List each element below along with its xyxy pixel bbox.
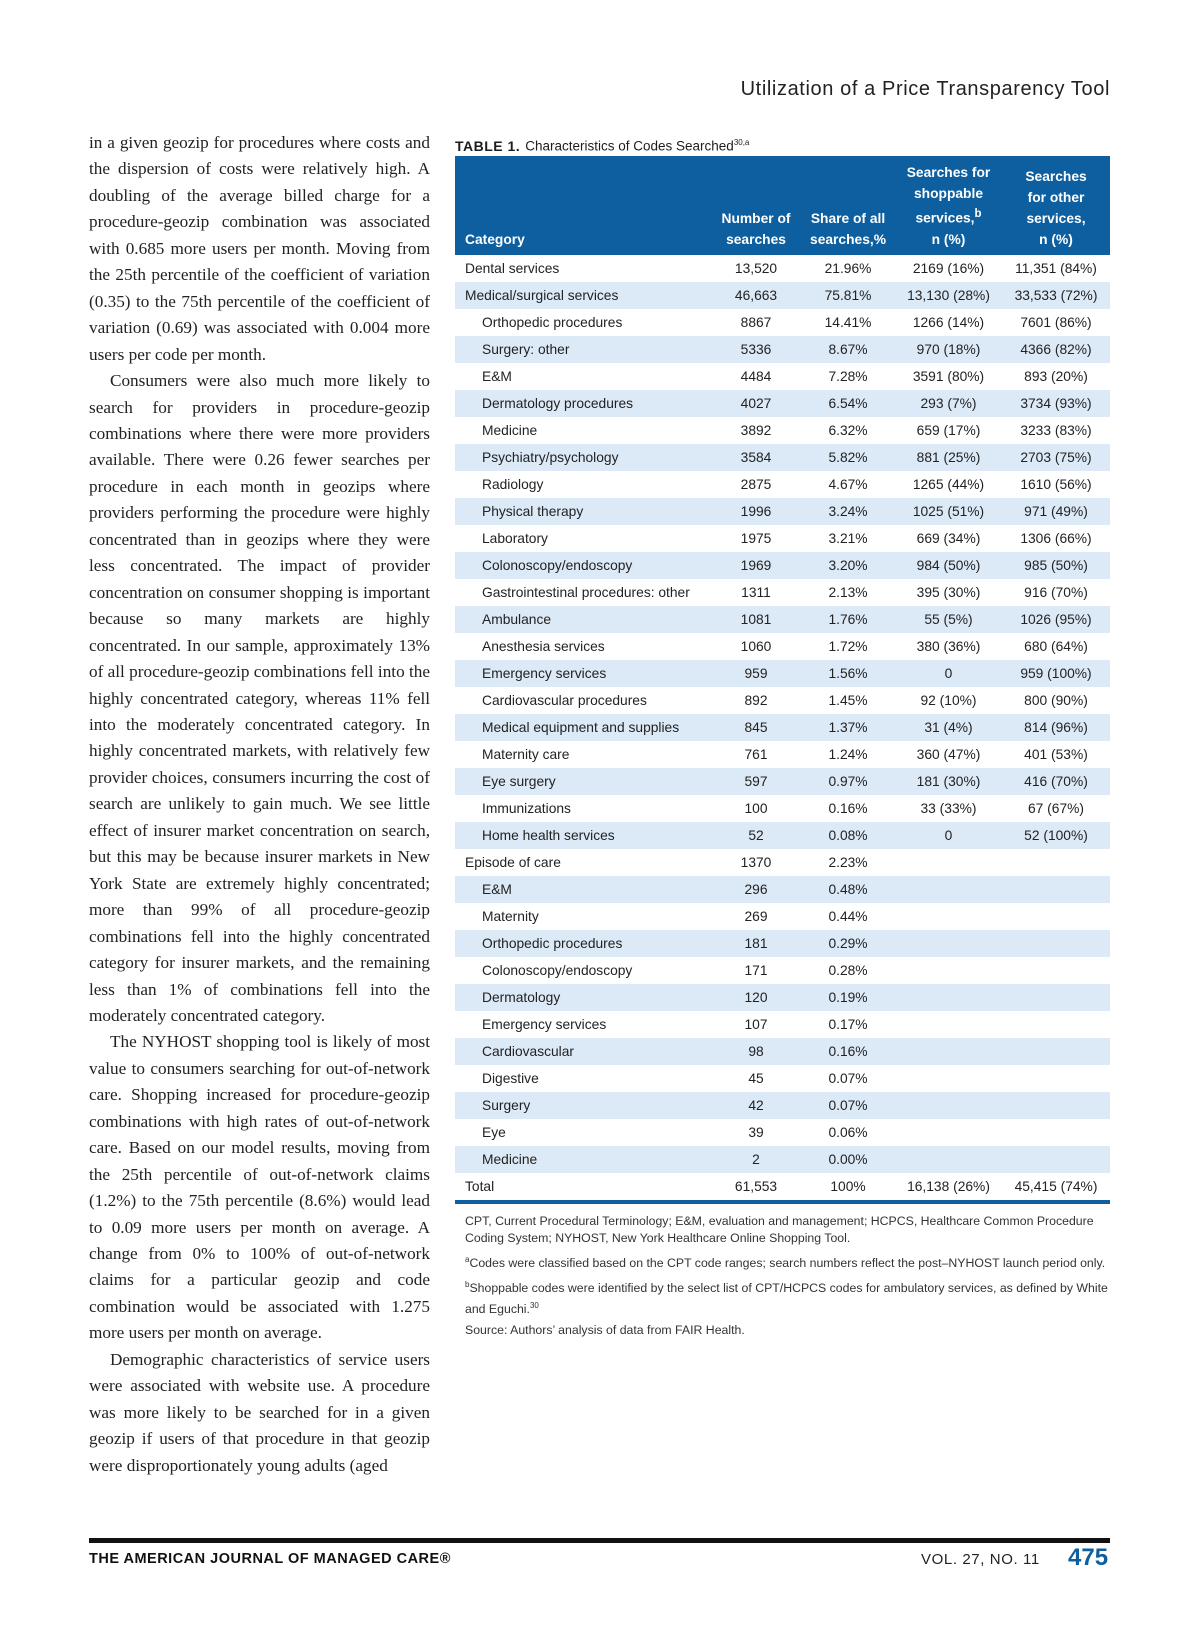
note-abbreviations: CPT, Current Procedural Terminology; E&M, evaluation and management; HCPCS, Healthcare Common Procedure Coding System; NYHOST, New York Healthcare Online Shopping Tool.: [465, 1213, 1094, 1245]
cell-other: 52 (100%): [1002, 822, 1110, 849]
cell-share: 0.07%: [801, 1092, 895, 1119]
cell-category: Cardiovascular: [455, 1038, 711, 1065]
cell-category: Dental services: [465, 260, 560, 276]
table-row: [455, 849, 1110, 876]
table-title-superscript: 30,a: [733, 138, 750, 147]
body-text-column: [89, 130, 430, 1479]
cell-share: 0.44%: [828, 908, 868, 924]
cell-number: 4484: [740, 368, 772, 384]
body-paragraph: The NYHOST shopping tool is likely of most value to consumers searching for out-of-network care. Shopping increased for procedure-geozip combinations with high rates of out-of-network care. Based on our model results, moving from the 25th percentile of out-of-network claims (1.2%) to the 75th percentile (8.6%) would lead to 0.09 more users per month on average. A change from 0% to 100% of out-of-network claims for a particular geozip and code combination would be associated with 1.275 more users per month on average.: [89, 1032, 430, 1343]
cell-share: 0.07%: [828, 1070, 868, 1086]
cell-number: 3892: [740, 422, 772, 438]
cell-other: 916 (70%): [1024, 584, 1088, 600]
cell-other: [1002, 1119, 1110, 1146]
cell-share: 6.54%: [801, 390, 895, 417]
cell-shoppable: 1266 (14%): [912, 314, 985, 330]
cell-other: 1610 (56%): [1020, 476, 1092, 492]
cell-share: 0.06%: [828, 1124, 868, 1140]
cell-category: Cardiovascular procedures: [482, 692, 647, 708]
cell-number: 107: [744, 1016, 768, 1032]
cell-other: 7601 (86%): [1020, 314, 1092, 330]
table-row: [455, 822, 1110, 849]
table-row: [455, 255, 1110, 282]
footer-rule: [89, 1538, 1110, 1543]
cell-category: Laboratory: [482, 530, 548, 546]
cell-other: [1002, 1011, 1110, 1038]
cell-number: 42: [711, 1092, 801, 1119]
table-row: [455, 579, 1110, 606]
cell-number: 1311: [741, 584, 771, 600]
cell-category: Immunizations: [482, 800, 571, 816]
cell-share: 0.97%: [801, 768, 895, 795]
table-row: [455, 390, 1110, 417]
cell-shoppable: [895, 984, 1002, 1011]
table-row: [455, 1119, 1110, 1146]
table-row: [455, 714, 1110, 741]
table-header: [455, 156, 1110, 255]
cell-other: [1002, 957, 1110, 984]
cell-category: Maternity: [482, 908, 539, 924]
cell-shoppable: 395 (30%): [916, 584, 981, 600]
cell-shoppable: 881 (25%): [895, 444, 1002, 471]
cell-share: 0.00%: [801, 1146, 895, 1173]
cell-shoppable: 0: [895, 660, 1002, 687]
body-paragraph: Demographic characteristics of service users were associated with website use. A procedure was more likely to be searched for in a given geozip if users of that procedure in that geozip were disproportionately young adults (aged: [89, 1349, 430, 1475]
cell-share: 0.48%: [801, 876, 895, 903]
cell-other: 814 (96%): [1002, 714, 1110, 741]
cell-number: 597: [711, 768, 801, 795]
cell-number: 845: [711, 714, 801, 741]
cell-shoppable: 92 (10%): [920, 692, 977, 708]
cell-share: 0.19%: [801, 984, 895, 1011]
cell-category: Medical/surgical services: [455, 282, 711, 309]
cell-number: 61,553: [711, 1173, 801, 1202]
cell-share: 4.67%: [828, 476, 868, 492]
cell-shoppable: [895, 1011, 1002, 1038]
cell-category: Physical therapy: [455, 498, 711, 525]
cell-number: 46,663: [711, 282, 801, 309]
cell-number: 45: [748, 1070, 764, 1086]
cell-category: Medicine: [455, 1146, 711, 1173]
cell-category: Medical equipment and supplies: [455, 714, 711, 741]
cell-category: Dermatology: [455, 984, 711, 1011]
cell-shoppable: 31 (4%): [895, 714, 1002, 741]
column-header-share: Share of all searches,%: [801, 156, 895, 255]
cell-share: 0.08%: [801, 822, 895, 849]
cell-other: 401 (53%): [1024, 746, 1088, 762]
table-row: [455, 741, 1110, 768]
cell-category: Gastrointestinal procedures: other: [482, 584, 690, 600]
body-paragraph: Consumers were also much more likely to search for providers in procedure-geozip combinations where there were more providers available. There were 0.26 fewer searches per procedure in each month in geozips where providers performing the procedure were highly concentrated than in geozips where they were less concentrated. The impact of provider concentration on consumer shopping is important because so many markets are highly concentrated. In our sample, approximately 13% of all procedure-geozip combinations fell into the highly concentrated category, whereas 11% fell into the moderately concentrated category. In highly concentrated markets, with relatively few provider choices, consumers incurring the cost of search are unlikely to gain much. We see little effect of insurer market concentration on search, but this may be because insurer markets in New York State are extremely highly concentrated; more than 99% of all procedure-geozip combinations fell into the highly concentrated category for insurer markets, and the remaining less than 1% of combinations fell into the moderately concentrated category.: [89, 371, 430, 1025]
cell-shoppable: 16,138 (26%): [895, 1173, 1002, 1202]
cell-share: 1.37%: [801, 714, 895, 741]
cell-other: 1306 (66%): [1020, 530, 1092, 546]
cell-other: [1002, 1092, 1110, 1119]
table-row: [455, 660, 1110, 687]
cell-category: Eye: [482, 1124, 506, 1140]
cell-other: 3233 (83%): [1020, 422, 1092, 438]
cell-share: 0.28%: [828, 962, 868, 978]
cell-shoppable: 984 (50%): [895, 552, 1002, 579]
cell-category: E&M: [455, 876, 711, 903]
cell-number: 39: [748, 1124, 764, 1140]
cell-share: 100%: [801, 1173, 895, 1202]
cell-other: 680 (64%): [1024, 638, 1088, 654]
cell-shoppable: [895, 957, 1002, 984]
table-row: [455, 687, 1110, 714]
cell-share: 3.24%: [801, 498, 895, 525]
cell-share: 1.76%: [801, 606, 895, 633]
cell-category: Radiology: [482, 476, 544, 492]
table-row: [455, 984, 1110, 1011]
cell-share: 0.29%: [801, 930, 895, 957]
cell-share: 2.13%: [828, 584, 868, 600]
table-row: [455, 525, 1110, 552]
cell-other: 3734 (93%): [1002, 390, 1110, 417]
cell-shoppable: [895, 903, 1002, 930]
table-row: [455, 309, 1110, 336]
cell-shoppable: 2169 (16%): [912, 260, 985, 276]
cell-other: 67 (67%): [1028, 800, 1084, 816]
cell-number: 5336: [711, 336, 801, 363]
table-row: [455, 930, 1110, 957]
cell-number: 1060: [740, 638, 772, 654]
body-paragraph: in a given geozip for procedures where costs and the dispersion of costs were relatively high. A doubling of the average billed charge for a procedure-geozip combination was associated with 0.685 more users per month. Moving from the 25th percentile of the coefficient of variation (0.35) to the 75th percentile of the coefficient of variation (0.69) was associated with 0.004 more users per code per month.: [89, 133, 430, 364]
cell-share: 1.56%: [801, 660, 895, 687]
table-row: [455, 282, 1110, 309]
cell-shoppable: [895, 876, 1002, 903]
cell-number: 8867: [740, 314, 772, 330]
cell-number: 120: [711, 984, 801, 1011]
table-row: [455, 1092, 1110, 1119]
cell-other: [1002, 849, 1110, 876]
column-header-number: Number of searches: [711, 156, 801, 255]
cell-category: Episode of care: [465, 854, 561, 870]
cell-shoppable: 659 (17%): [916, 422, 981, 438]
cell-shoppable: 669 (34%): [916, 530, 981, 546]
cell-other: 416 (70%): [1002, 768, 1110, 795]
cell-other: 33,533 (72%): [1002, 282, 1110, 309]
cell-share: 2.23%: [828, 854, 868, 870]
cell-category: Colonoscopy/endoscopy: [455, 552, 711, 579]
cell-category: E&M: [482, 368, 512, 384]
cell-other: [1002, 930, 1110, 957]
cell-other: 1026 (95%): [1002, 606, 1110, 633]
table-row: [455, 876, 1110, 903]
cell-other: [1002, 1065, 1110, 1092]
table-row: [455, 444, 1110, 471]
cell-other: 45,415 (74%): [1002, 1173, 1110, 1202]
cell-shoppable: [895, 1119, 1002, 1146]
cell-number: 181: [711, 930, 801, 957]
column-header-shoppable: Searches for shoppable services,$^b$ n (%): [895, 156, 1002, 255]
cell-shoppable: 1025 (51%): [895, 498, 1002, 525]
cell-number: 171: [744, 962, 768, 978]
cell-category: Surgery: [455, 1092, 711, 1119]
cell-shoppable: 55 (5%): [895, 606, 1002, 633]
cell-number: 100: [744, 800, 768, 816]
footer-volume: VOL. 27, NO. 11: [921, 1551, 1040, 1568]
cell-shoppable: [895, 1065, 1002, 1092]
table-row: [455, 1146, 1110, 1173]
cell-share: 21.96%: [824, 260, 872, 276]
note-source: Source: Authors’ analysis of data from FAIR Health.: [465, 1322, 745, 1337]
cell-number: 1969: [711, 552, 801, 579]
cell-share: 3.21%: [828, 530, 868, 546]
cell-category: Anesthesia services: [482, 638, 605, 654]
table-notes: [455, 1213, 1110, 1339]
cell-other: 4366 (82%): [1002, 336, 1110, 363]
cell-other: [1002, 984, 1110, 1011]
cell-share: 1.72%: [828, 638, 868, 654]
cell-number: 98: [711, 1038, 801, 1065]
cell-share: 14.41%: [824, 314, 872, 330]
cell-share: 7.28%: [828, 368, 868, 384]
cell-number: 2: [711, 1146, 801, 1173]
cell-category: Total: [455, 1173, 711, 1202]
table-row: [455, 336, 1110, 363]
cell-category: Emergency services: [482, 1016, 607, 1032]
cell-shoppable: 0: [895, 822, 1002, 849]
cell-share: 0.16%: [801, 1038, 895, 1065]
table-row: [455, 417, 1110, 444]
table-caption: [455, 130, 1110, 156]
cell-number: 959: [711, 660, 801, 687]
cell-other: 2703 (75%): [1002, 444, 1110, 471]
cell-shoppable: [895, 1038, 1002, 1065]
cell-number: 892: [744, 692, 768, 708]
note-b: $^b$Shoppable codes were identified by the select list of CPT/HCPCS codes for ambulatory services, as defined by White and Eguchi.$^{30}$: [465, 1279, 1108, 1316]
cell-shoppable: 293 (7%): [895, 390, 1002, 417]
cell-share: 8.67%: [801, 336, 895, 363]
cell-share: 3.20%: [801, 552, 895, 579]
cell-category: Home health services: [455, 822, 711, 849]
cell-category: Orthopedic procedures: [482, 314, 623, 330]
page-number: 475: [1068, 1544, 1109, 1571]
cell-category: Psychiatry/psychology: [455, 444, 711, 471]
cell-share: 0.16%: [828, 800, 868, 816]
cell-category: Colonoscopy/endoscopy: [482, 962, 633, 978]
cell-shoppable: 181 (30%): [895, 768, 1002, 795]
cell-shoppable: 360 (47%): [916, 746, 981, 762]
cell-number: 761: [744, 746, 768, 762]
table-row-total: [455, 1173, 1110, 1202]
table-row: [455, 768, 1110, 795]
cell-shoppable: 3591 (80%): [912, 368, 985, 384]
table-row: [455, 498, 1110, 525]
table-1: [455, 130, 1110, 1343]
cell-category: Medicine: [482, 422, 538, 438]
table-body: [455, 255, 1110, 1202]
cell-category: Eye surgery: [455, 768, 711, 795]
table-row: [455, 606, 1110, 633]
codes-searched-table: [455, 156, 1110, 1204]
table-row: [455, 471, 1110, 498]
table-row: [455, 795, 1110, 822]
cell-category: Emergency services: [455, 660, 711, 687]
cell-category: Surgery: other: [455, 336, 711, 363]
cell-other: [1002, 1038, 1110, 1065]
cell-number: 13,520: [734, 260, 778, 276]
cell-shoppable: 970 (18%): [895, 336, 1002, 363]
cell-number: 1081: [711, 606, 801, 633]
cell-shoppable: [895, 1146, 1002, 1173]
table-row: [455, 903, 1110, 930]
cell-number: 269: [744, 908, 768, 924]
cell-category: Maternity care: [482, 746, 570, 762]
table-row: [455, 957, 1110, 984]
cell-share: 6.32%: [828, 422, 868, 438]
table-row: [455, 552, 1110, 579]
footer-journal-name: THE AMERICAN JOURNAL OF MANAGED CARE®: [89, 1551, 451, 1567]
table-row: [455, 633, 1110, 660]
cell-share: 1.24%: [828, 746, 868, 762]
cell-other: [1002, 903, 1110, 930]
table-row: [455, 1065, 1110, 1092]
cell-share: 75.81%: [801, 282, 895, 309]
cell-shoppable: [895, 849, 1002, 876]
cell-other: 959 (100%): [1002, 660, 1110, 687]
column-header-category: Category: [455, 156, 711, 255]
cell-number: 1975: [740, 530, 772, 546]
column-header-other: Searches for other services, n (%): [1002, 156, 1110, 255]
table-label: TABLE 1.: [455, 137, 521, 154]
cell-category: Orthopedic procedures: [455, 930, 711, 957]
table-row: [455, 1038, 1110, 1065]
table-row: [455, 1011, 1110, 1038]
cell-number: 2875: [740, 476, 772, 492]
table-title: Characteristics of Codes Searched: [525, 138, 734, 154]
cell-category: Dermatology procedures: [455, 390, 711, 417]
cell-number: 52: [711, 822, 801, 849]
cell-number: 296: [711, 876, 801, 903]
cell-other: [1002, 876, 1110, 903]
cell-category: Digestive: [482, 1070, 539, 1086]
cell-shoppable: 1265 (44%): [912, 476, 985, 492]
cell-other: 985 (50%): [1002, 552, 1110, 579]
cell-number: 3584: [711, 444, 801, 471]
cell-shoppable: [895, 1092, 1002, 1119]
running-head: Utilization of a Price Transparency Tool: [740, 78, 1110, 100]
cell-share: 5.82%: [801, 444, 895, 471]
cell-number: 4027: [711, 390, 801, 417]
cell-other: [1002, 1146, 1110, 1173]
cell-category: Ambulance: [455, 606, 711, 633]
cell-shoppable: [895, 930, 1002, 957]
cell-share: 1.45%: [828, 692, 868, 708]
cell-other: 800 (90%): [1024, 692, 1088, 708]
cell-other: 893 (20%): [1024, 368, 1088, 384]
cell-other: 971 (49%): [1002, 498, 1110, 525]
cell-other: 11,351 (84%): [1015, 260, 1097, 276]
cell-number: 1370: [740, 854, 772, 870]
cell-shoppable: 380 (36%): [916, 638, 981, 654]
cell-shoppable: 33 (33%): [920, 800, 977, 816]
cell-shoppable: 13,130 (28%): [895, 282, 1002, 309]
note-a: $^a$Codes were classified based on the CPT code ranges; search numbers reflect the post–NYHOST launch period only.: [465, 1254, 1106, 1270]
cell-share: 0.17%: [828, 1016, 868, 1032]
table-row: [455, 363, 1110, 390]
cell-number: 1996: [711, 498, 801, 525]
